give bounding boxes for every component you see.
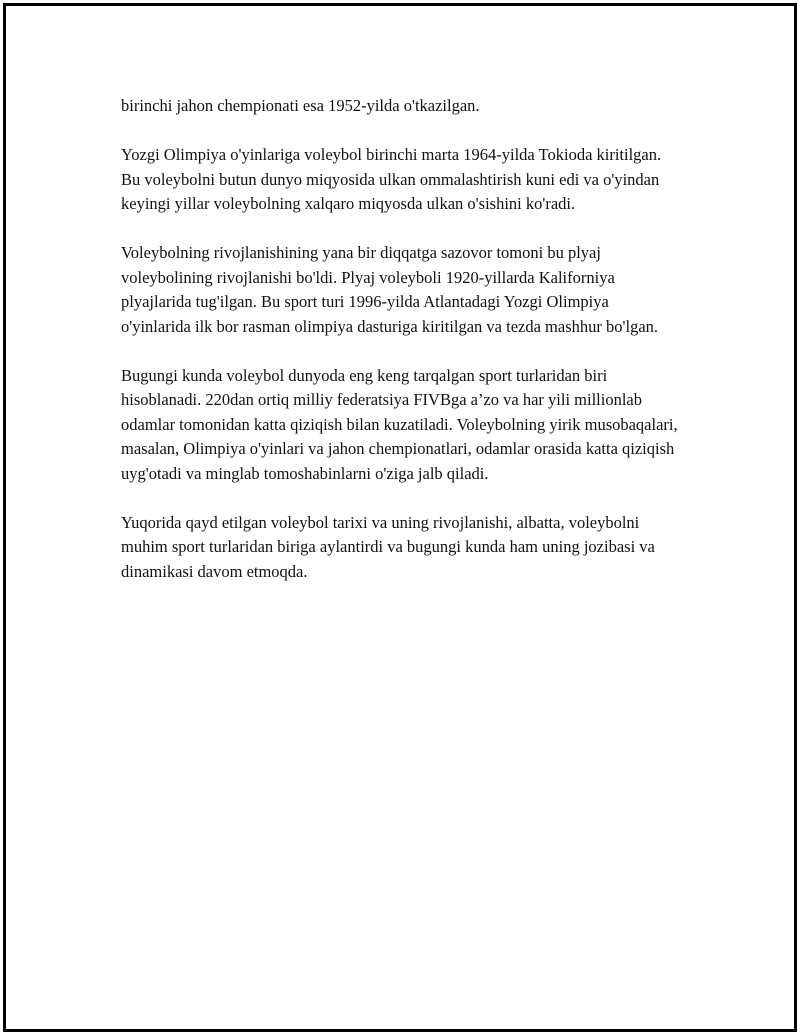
document-body [121,94,681,609]
paragraph-5: Yuqorida qayd etilgan voleybol tarixi va uning rivojlanishi, albatta, voleybolni muhim sport turlaridan biriga aylantirdi va bugungi kunda ham uning jozibasi va dinamikasi davom etmoqda. [121,512,655,581]
paragraph-2: Yozgi Olimpiya o'yinlariga voleybol birinchi marta 1964-yilda Tokioda kiritilgan. Bu voleybolni butun dunyo miqyosida ulkan ommalashtirish kuni edi va o'yindan keyingi yillar voleybolning xalqaro miqyosda ulkan o'sishini ko'radi. [121,145,662,213]
paragraph-4: Bugungi kunda voleybol dunyoda eng keng tarqalgan sport turlaridan biri hisoblanadi. 220dan ortiq milliy federatsiya FIVBga a’zo va har yili millionlab odamlar tomonidan katta qiziqish bilan kuzatiladi. Voleybolning yirik musobaqalari, masalan, Olimpiya o'yinlari va jahon chempionatlari, odamlar orasida katta qiziqish uyg'otadi va minglab tomoshabinlarni o'ziga jalb qiladi. [121,365,678,483]
document-page [3,3,797,1032]
paragraph-3: Voleybolning rivojlanishining yana bir diqqatga sazovor tomoni bu plyaj voleybolining rivojlanishi bo'ldi. Plyaj voleyboli 1920-yillarda Kaliforniya plyajlarida tug'ilgan. Bu sport turi 1996-yilda Atlantadagi Yozgi Olimpiya o'yinlarida ilk bor rasman olimpiya dasturiga kiritilgan va tezda mashhur bo'lgan. [121,243,659,336]
paragraph-1: birinchi jahon chempionati esa 1952-yilda o'tkazilgan. [121,96,480,115]
